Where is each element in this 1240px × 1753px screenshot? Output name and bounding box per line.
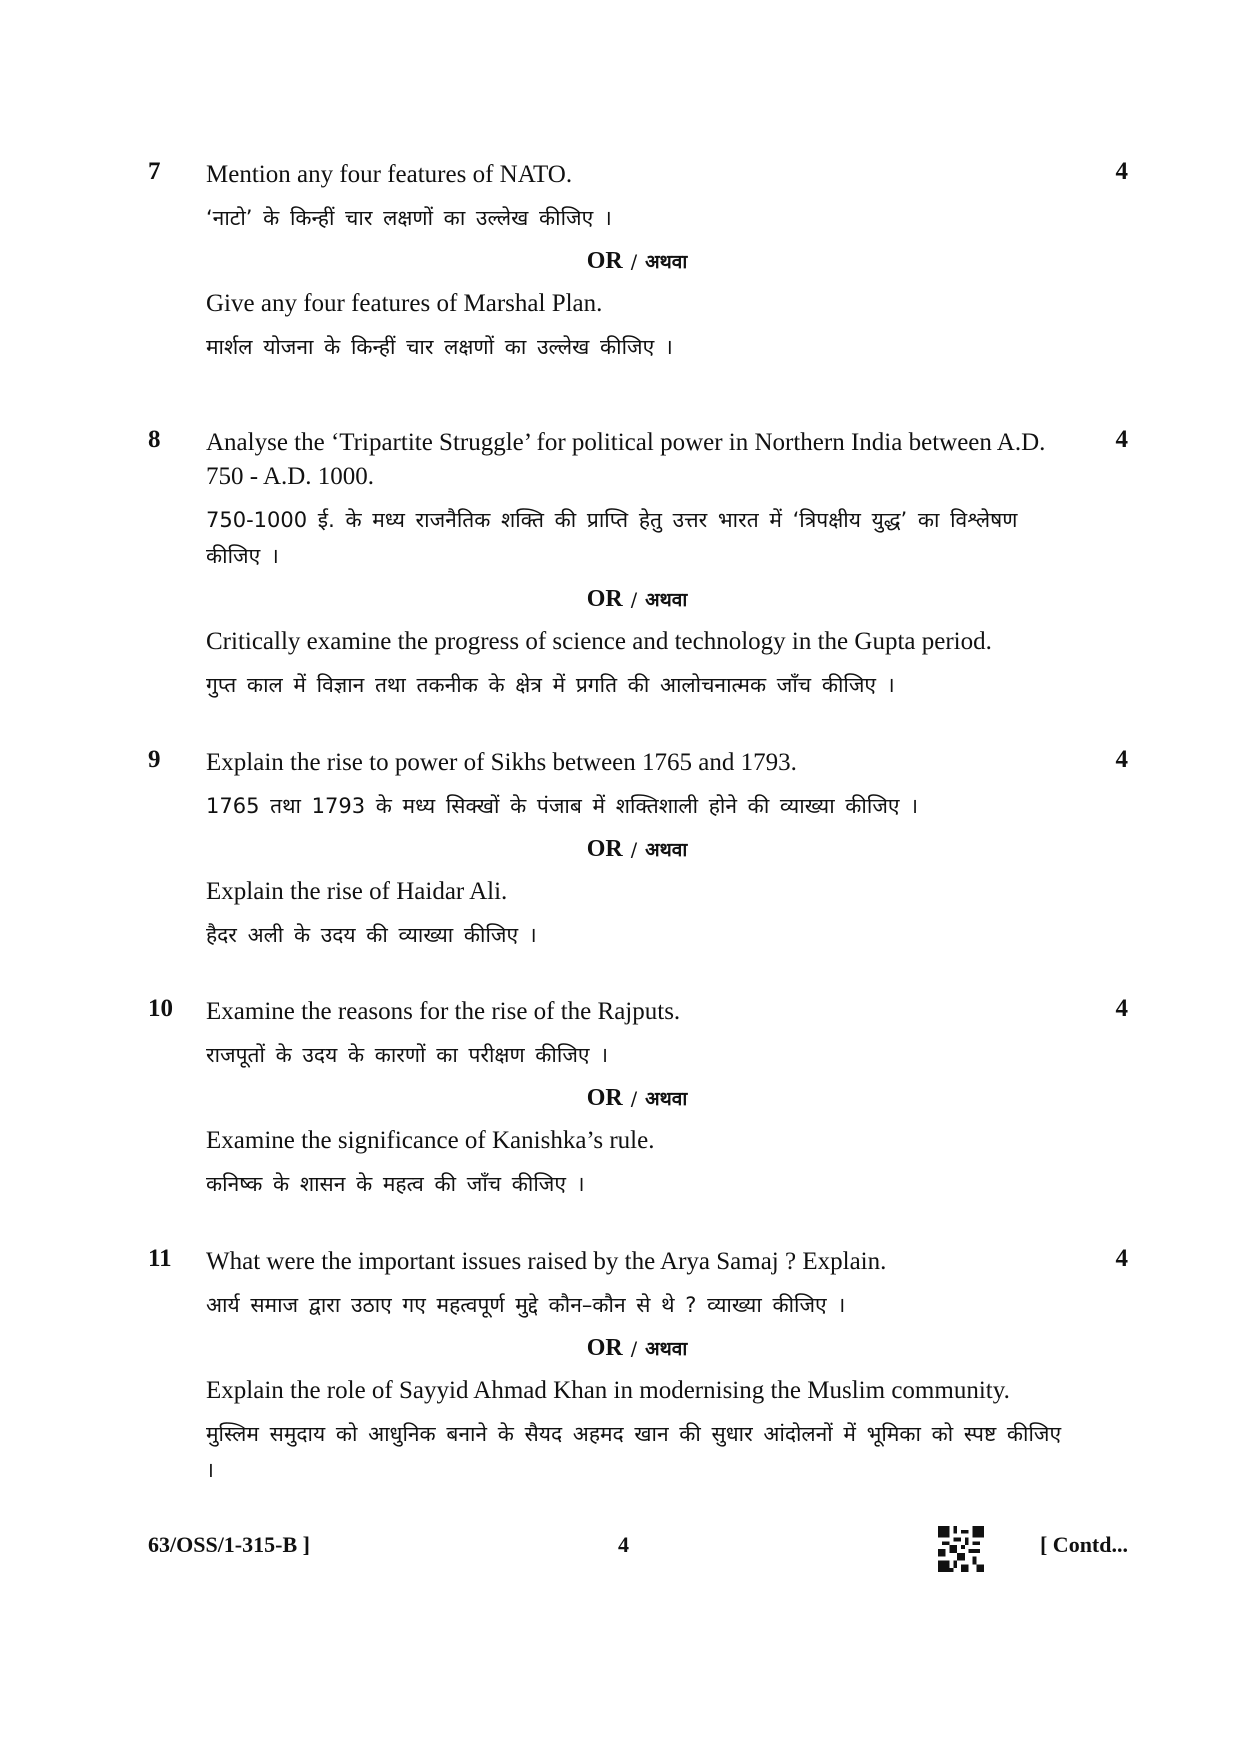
continued-label: [ Contd...	[1039, 1532, 1128, 1557]
or-divider: OR / अथवा	[586, 1335, 688, 1361]
question-marks: 4	[1115, 1245, 1128, 1272]
question-number: 9	[148, 746, 161, 773]
paper-code: 63/OSS/1-315-B ]	[148, 1532, 310, 1557]
question-text-hi: ‘नाटो’ के किन्हीं चार लक्षणों का उल्लेख कीजिए ।	[206, 206, 612, 230]
question-text-en: Examine the reasons for the rise of the Rajputs.	[206, 998, 681, 1025]
or-divider: OR / अथवा	[586, 1085, 688, 1111]
question-text-hi: 1765 तथा 1793 के मध्य सिक्खों के पंजाब में शक्तिशाली होने की व्याख्या कीजिए ।	[206, 794, 919, 818]
question-marks: 4	[1115, 158, 1128, 185]
question-number: 7	[148, 158, 161, 185]
question-text-hi: आर्य समाज द्वारा उठाए गए महत्वपूर्ण मुद्दे कौन–कौन से थे ? व्याख्या कीजिए ।	[206, 1293, 846, 1317]
question-text-hi: राजपूतों के उदय के कारणों का परीक्षण कीजिए ।	[206, 1043, 609, 1067]
qr-code-icon	[938, 1526, 984, 1572]
alternative-text-en: Critically examine the progress of science and technology in the Gupta period.	[206, 628, 992, 655]
question-text-en: Mention any four features of NATO.	[206, 161, 573, 188]
page-number: 4	[618, 1532, 629, 1557]
question-text-en: Explain the rise to power of Sikhs between 1765 and 1793.	[206, 749, 797, 776]
alternative-text-hi: गुप्त काल में विज्ञान तथा तकनीक के क्षेत्र में प्रगति की आलोचनात्मक जाँच कीजिए ।	[206, 673, 895, 697]
alternative-text-hi: मुस्लिम समुदाय को आधुनिक बनाने के सैयद अहमद खान की सुधार आंदोलनों में भूमिका को स्पष्ट कीजिए ।	[206, 1422, 1062, 1482]
question-8	[148, 426, 1128, 711]
question-10	[148, 995, 1128, 1210]
alternative-text-hi: कनिष्क के शासन के महत्व की जाँच कीजिए ।	[206, 1172, 585, 1196]
or-divider: OR / अथवा	[586, 586, 688, 612]
question-number: 10	[148, 995, 173, 1022]
question-9	[148, 746, 1128, 961]
question-7	[148, 158, 1128, 373]
alternative-text-en: Explain the rise of Haidar Ali.	[206, 878, 508, 905]
question-text-en: What were the important issues raised by the Arya Samaj ? Explain.	[206, 1248, 887, 1275]
page-footer	[148, 1526, 1128, 1576]
question-11	[148, 1245, 1128, 1496]
alternative-text-hi: मार्शल योजना के किन्हीं चार लक्षणों का उल्लेख कीजिए ।	[206, 335, 673, 359]
question-text-en: Analyse the ‘Tripartite Struggle’ for political power in Northern India between A.D. 750 - A.D. 1000.	[206, 429, 1046, 490]
alternative-text-en: Examine the significance of Kanishka’s rule.	[206, 1127, 655, 1154]
question-number: 11	[148, 1245, 172, 1272]
question-number: 8	[148, 426, 161, 453]
question-marks: 4	[1115, 426, 1128, 453]
or-divider: OR / अथवा	[586, 836, 688, 862]
question-marks: 4	[1115, 746, 1128, 773]
question-marks: 4	[1115, 995, 1128, 1022]
alternative-text-hi: हैदर अली के उदय की व्याख्या कीजिए ।	[206, 923, 537, 947]
alternative-text-en: Explain the role of Sayyid Ahmad Khan in modernising the Muslim community.	[206, 1377, 1010, 1404]
or-divider: OR / अथवा	[586, 248, 688, 274]
alternative-text-en: Give any four features of Marshal Plan.	[206, 290, 603, 317]
question-text-hi: 750-1000 ई. के मध्य राजनैतिक शक्ति की प्राप्ति हेतु उत्तर भारत में ‘त्रिपक्षीय युद्ध’ का विश्लेषण कीजिए ।	[206, 508, 1018, 568]
